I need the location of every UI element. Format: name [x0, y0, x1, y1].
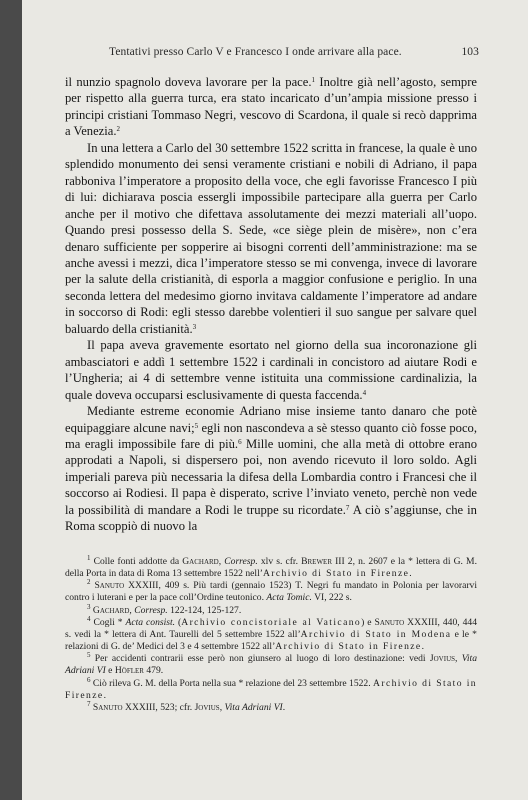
running-header: [109, 46, 479, 58]
work-title: Acta consist.: [125, 616, 176, 628]
author-name: Höfler: [114, 665, 144, 677]
text-run: ,: [218, 556, 225, 567]
paragraph-3: [65, 337, 477, 403]
footnote-number: 5: [87, 651, 91, 660]
footnote-6: [65, 675, 477, 702]
work-title: Vita Adriani VI: [65, 653, 477, 677]
text-run: ,: [219, 701, 225, 713]
text-run: .: [421, 641, 424, 653]
footnote-ref: 4: [362, 388, 367, 397]
footnote-ref: 6: [238, 437, 242, 446]
archive-name: Archivio di Stato in Firenze: [275, 641, 422, 653]
author-name: Gachard: [92, 604, 130, 616]
author-name: Sanuto: [94, 580, 125, 592]
footnote-7: [65, 699, 477, 714]
text-run: 122-124, 125-127.: [167, 604, 242, 616]
text-run: In una lettera a Carlo del 30 settembre 1522 scritta in francese, la quale è uno splendido monumento dei sensi veramente cristiani e nobili di Adriano, il papa rabboniva l’imperatore a proposito della voce, che egli favorisse Francesco I più di lui: dichiarava poscia essergli impossibile partecipare alla guerra per Carlo anche per il motivo che difettava assolutamente dei mezzi materiali all’uopo. Quando presi possesso della S. Sede, «ce siège plein de misère», non c’era denaro sufficiente per sopperire ai bisogni correnti dell’amministrazione: ma se anche avessi i mezzi, dica l’imperatore stesso se mi convenga, invece di lavorare per la salute della cristianità, di esporla a maggior confusione e periglio. In una seconda lettera del medesimo giorno invitava caldamente l’imperatore ad andare in soccorso di Rodi: egli stesso darebbe volentieri il suo sangue per salvare quel baluardo della cristianità.: [65, 140, 477, 336]
text-run: XXXIII, 409 s. Più tardi (gennaio 1523) T. Negri fu mandato in Polonia per lavorarvi contro i luterani e per la pace coll’Ordine teutonico.: [65, 580, 477, 604]
text-run: Ciò rileva G. M. della Porta nella sua * relazione del 23 settembre 1522.: [90, 677, 374, 689]
footnotes: [65, 556, 477, 714]
author-name: Jovius: [194, 701, 220, 713]
text-run: .: [409, 568, 412, 580]
text-run: A ciò s’aggiunse, che in Roma scoppiò di nuovo la: [65, 502, 477, 534]
footnote-number: 4: [87, 614, 91, 623]
footnote-number: 1: [87, 554, 91, 562]
text-run: XXXIII, 523; cfr.: [122, 701, 195, 713]
footnote-1: [65, 556, 477, 580]
running-title: Tentativi presso Carlo V e Francesco I onde arrivare alla pace.: [109, 46, 402, 58]
footnote-ref: 5: [194, 421, 199, 430]
text-run: egli non nascondeva a sè stesso quanto ciò fosse poco, ma eragli impossibile fare di più.: [65, 420, 477, 451]
footnote-5: [65, 653, 477, 677]
footnote-3: [65, 602, 477, 617]
text-run: III 2, n. 2607 e la * lettera di G. M. della Porta in data di Roma 13 settembre 1522 nell’: [65, 556, 477, 580]
archive-name: Archivio di Stato in Firenze: [262, 568, 410, 580]
work-title: Corresp.: [134, 604, 168, 616]
footnote-number: 3: [87, 602, 91, 611]
author-name: Gachard: [182, 556, 219, 567]
footnote-ref: 2: [116, 125, 121, 134]
main-text: [65, 74, 477, 535]
author-name: Brewer: [301, 556, 332, 567]
work-title: Vita Adriani VI: [224, 701, 283, 713]
author-name: Sanuto: [92, 701, 123, 713]
author-name: Jovius: [429, 653, 456, 665]
text-run: ) e: [361, 616, 375, 628]
archive-name: Archivio concistoriale al Vaticano: [181, 616, 362, 628]
footnote-ref: 3: [192, 322, 197, 331]
text-run: e le * relazioni di G. de’ Medici del 3 e 4 settembre 1522 all’: [65, 628, 477, 653]
footnote-number: 2: [87, 578, 91, 587]
text-run: xlv s. cfr.: [257, 556, 302, 567]
text-run: Il papa aveva gravemente esortato nel giorno della sua incoronazione gli ambasciatori e addì 1 settembre 1522 i cardinali in concistoro ad aiutare Rodi e l’Ungheria; ai 4 di settembre venne istituita una commissione cardinalizia, la quale doveva occuparsi esclusivamente di questa faccenda.: [65, 338, 477, 402]
work-title: Acta Tomic.: [266, 592, 312, 604]
text-run: Cogli *: [90, 616, 126, 628]
footnote-ref: 7: [345, 503, 350, 512]
text-run: .: [282, 701, 286, 713]
paragraph-4: [65, 403, 477, 535]
text-run: VI, 222 s.: [311, 592, 352, 604]
page-number: 103: [461, 46, 479, 58]
text-run: Mediante estreme economie Adriano mise insieme tanto danaro che potè equipaggiare alcune navi;: [65, 404, 477, 435]
text-run: Mille uomini, che alla metà di ottobre erano approdati a Napoli, si dispersero poi, non avendo ricevuto il loro soldo. Agli imperiali pareva più necessaria la difesa della Lombardia contro i Francesi che il soccorso ai Rodiesi. Il papa è disperato, scrive l’inviato veneto, perchè non vede la possibilità di mandare a Rodi le truppe su ricordate.: [65, 436, 477, 517]
text-run: Inoltre già nell’agosto, sempre per rispetto alla guerra turca, era stato incaricato d’un’ampia missione presso i principi cristiani Tommaso Negri, vescovo di Scardona, il quale si recò dapprima a Venezia.: [65, 75, 477, 139]
text-run: Per accidenti contrarii esse però non giunsero al luogo di loro destinazione: vedi: [90, 653, 430, 665]
book-page: [22, 0, 528, 800]
text-run: (: [175, 616, 182, 628]
footnote-ref: 1: [311, 76, 315, 84]
work-title: Corresp.: [224, 556, 258, 567]
footnote-number: 6: [87, 675, 91, 684]
text-run: ,: [455, 653, 462, 665]
text-run: .: [103, 689, 106, 701]
text-run: Colle fonti addotte da: [90, 556, 183, 567]
text-run: 479.: [143, 665, 164, 677]
archive-name: Archivio di Stato in Firenze: [65, 677, 477, 701]
footnote-number: 7: [87, 699, 91, 708]
footnote-4: [65, 614, 478, 653]
text-run: il nunzio spagnolo doveva lavorare per la pace.: [65, 75, 312, 89]
paragraph-2: [65, 140, 477, 337]
paragraph-1: [65, 74, 477, 140]
text-run: XXXIII, 440, 444 s. vedi la * lettera di Ant. Taurelli del 5 settembre 1522 all’: [65, 616, 478, 640]
text-run: e: [105, 665, 115, 677]
archive-name: Archivio di Stato in Modena: [300, 628, 452, 640]
text-run: ,: [129, 604, 135, 616]
author-name: Sanuto: [374, 616, 405, 628]
footnote-2: [65, 580, 477, 604]
